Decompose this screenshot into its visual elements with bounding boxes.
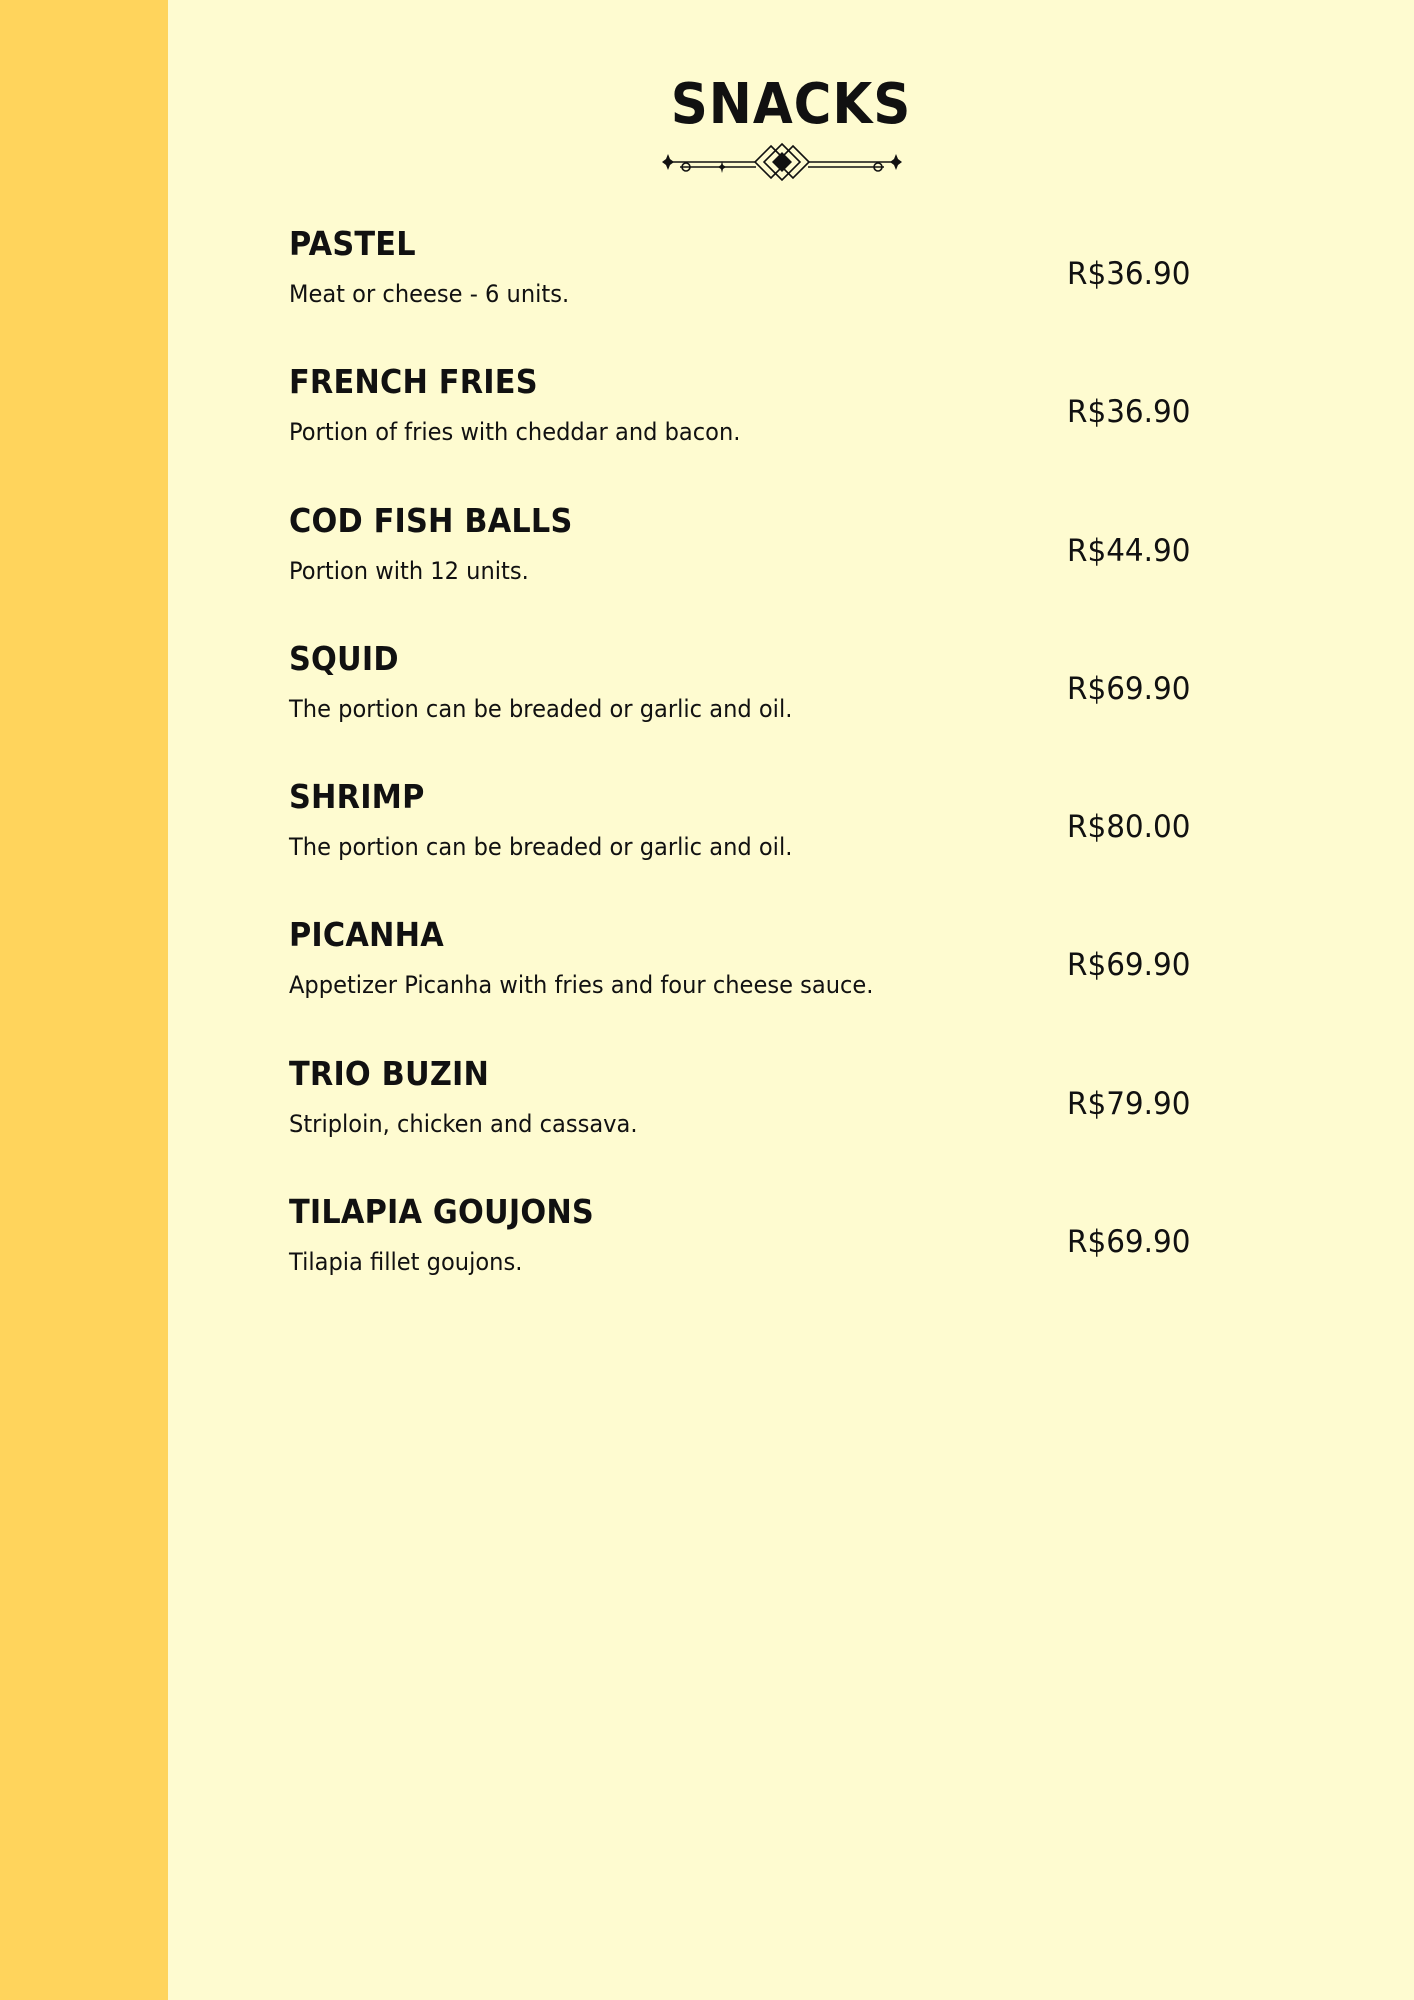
menu-item-name: TRIO BUZIN bbox=[289, 1053, 490, 1093]
menu-item bbox=[289, 1188, 1289, 1326]
page-title: SNACKS bbox=[670, 72, 912, 137]
menu-item-name: PICANHA bbox=[289, 915, 444, 955]
menu-item-name: COD FISH BALLS bbox=[289, 500, 573, 540]
menu-item-description: Striploin, chicken and cassava. bbox=[289, 1109, 638, 1138]
menu-list bbox=[289, 220, 1289, 1326]
menu-item-name: FRENCH FRIES bbox=[289, 362, 538, 402]
menu-item-price: R$80.00 bbox=[1067, 809, 1191, 846]
menu-item-price: R$69.90 bbox=[1067, 1224, 1191, 1261]
menu-item bbox=[289, 358, 1289, 496]
menu-item bbox=[289, 497, 1289, 635]
menu-item-price: R$36.90 bbox=[1067, 394, 1191, 431]
menu-item-name: TILAPIA GOUJONS bbox=[289, 1192, 594, 1232]
menu-item-name: SQUID bbox=[289, 638, 399, 678]
menu-item-price: R$44.90 bbox=[1067, 532, 1191, 569]
menu-item-description: Meat or cheese - 6 units. bbox=[289, 280, 570, 308]
menu-item-price: R$36.90 bbox=[1067, 256, 1191, 292]
menu-item bbox=[289, 1050, 1289, 1188]
menu-item-name: PASTEL bbox=[289, 224, 416, 263]
menu-item-price: R$79.90 bbox=[1067, 1085, 1191, 1122]
menu-item-description: Appetizer Picanha with fries and four cheese sauce. bbox=[289, 971, 874, 1000]
menu-item-description: Portion of fries with cheddar and bacon. bbox=[289, 418, 741, 447]
menu-item bbox=[289, 773, 1289, 911]
menu-item-description: The portion can be breaded or garlic and oil. bbox=[289, 694, 793, 723]
menu-item bbox=[289, 911, 1289, 1049]
menu-item bbox=[289, 635, 1289, 773]
menu-item bbox=[289, 220, 1289, 358]
menu-item-name: SHRIMP bbox=[289, 777, 425, 817]
menu-item-price: R$69.90 bbox=[1067, 670, 1191, 707]
menu-item-description: The portion can be breaded or garlic and oil. bbox=[289, 833, 793, 862]
menu-item-price: R$69.90 bbox=[1067, 947, 1191, 984]
ornamental-divider-icon bbox=[654, 142, 910, 182]
side-color-band bbox=[0, 0, 168, 2000]
menu-item-description: Portion with 12 units. bbox=[289, 556, 529, 585]
menu-item-description: Tilapia fillet goujons. bbox=[289, 1248, 523, 1277]
